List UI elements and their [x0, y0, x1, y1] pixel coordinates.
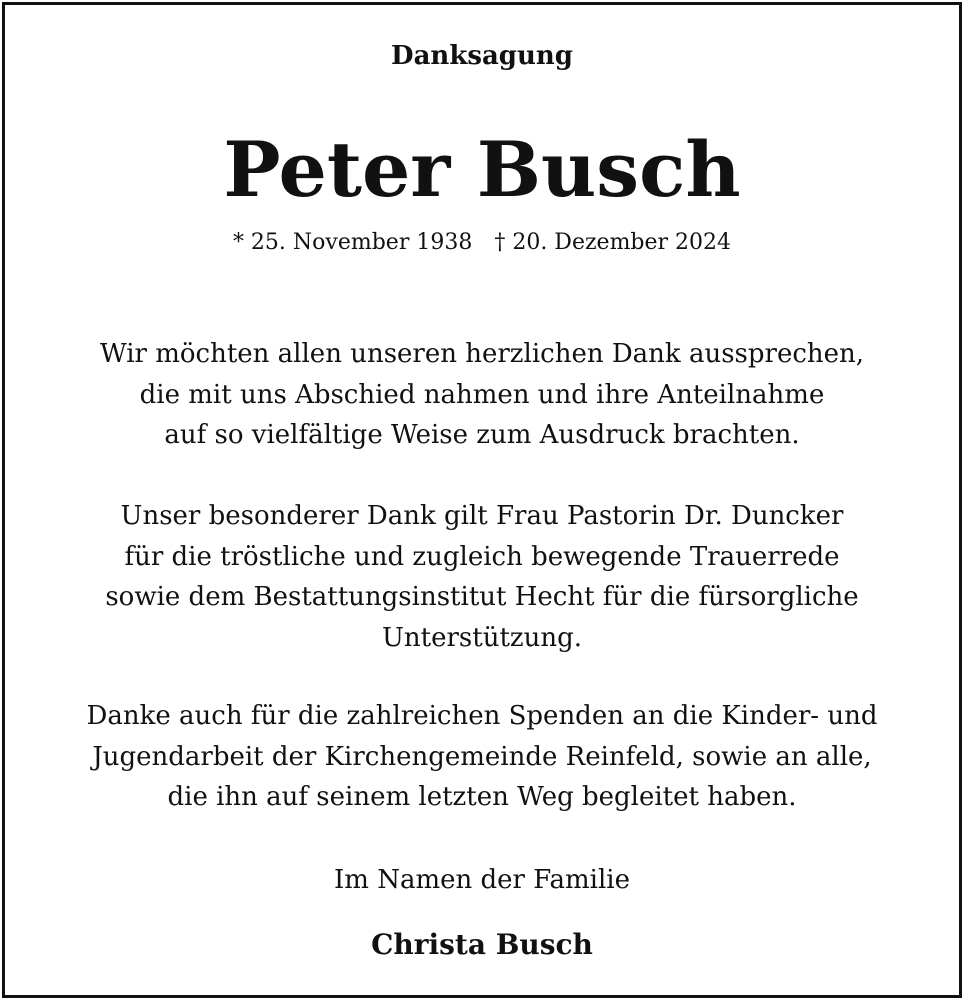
text-line: Jugendarbeit der Kirchengemeinde Reinfeld, sowie an alle,: [92, 741, 872, 772]
life-dates: [0, 226, 964, 260]
birth-date: * 25. November 1938: [232, 230, 473, 255]
signer-name: Christa Busch: [371, 928, 593, 961]
death-date: † 20. Dezember 2024: [494, 230, 732, 255]
signature-label: Im Namen der Familie: [334, 865, 630, 895]
text-line: auf so vielfältige Weise zum Ausdruck brachten.: [164, 420, 800, 450]
text-line: für die tröstliche und zugleich bewegende Trauerrede: [124, 541, 840, 572]
paragraph-special-thanks: [20, 496, 944, 658]
paragraph-thanks: [20, 334, 944, 456]
text-line: Wir möchten allen unseren herzlichen Dank aussprechen,: [99, 339, 865, 369]
text-line: die ihn auf seinem letzten Weg begleitet haben.: [167, 782, 797, 812]
text-line: die mit uns Abschied nahmen und ihre Anteilnahme: [139, 379, 825, 410]
text-line: Danke auch für die zahlreichen Spenden an die Kinder- und: [86, 701, 878, 731]
deceased-name: Peter Busch: [223, 125, 741, 214]
text-line: Unterstützung.: [381, 622, 582, 653]
paragraph-donations: [20, 696, 944, 818]
text-line: Unser besonderer Dank gilt Frau Pastorin Dr. Duncker: [120, 501, 844, 531]
text-line: sowie dem Bestattungsinstitut Hecht für die fürsorgliche: [105, 582, 859, 612]
notice-heading: Danksagung: [391, 41, 573, 71]
